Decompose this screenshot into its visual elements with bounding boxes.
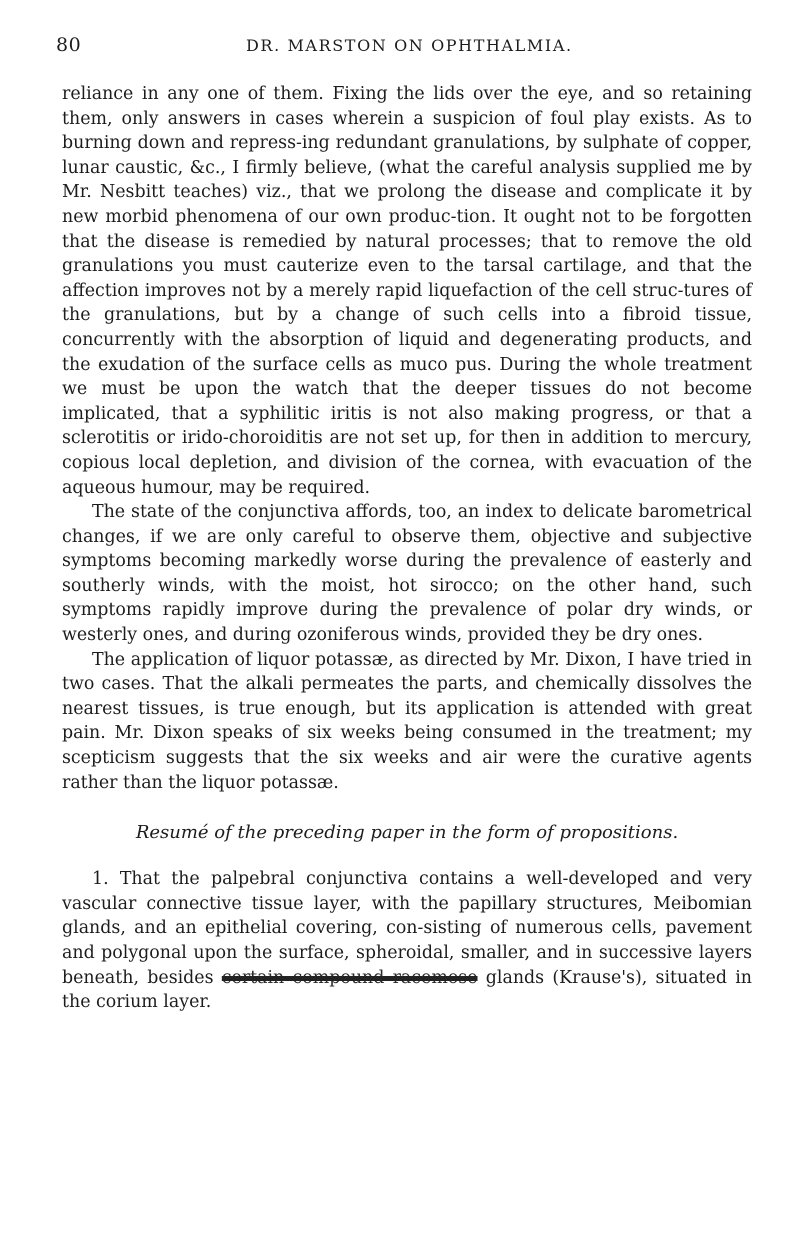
- running-head: DR. MARSTON ON OPHTHALMIA.: [246, 36, 573, 55]
- page-number: 80: [56, 34, 82, 56]
- paragraph-liquor-potassae: The application of liquor potassæ, as directed by Mr. Dixon, I have tried in two cases. That the alkali permeates the parts, and chemically dissolves the nearest tissues, is true enough, but its application is attended with great pain. Mr. Dixon speaks of six weeks being consumed in the treatment; my scepticism suggests that the six weeks and air were the curative agents rather than the liquor potassæ.: [62, 649, 752, 793]
- section-heading: Resumé of the preceding paper in the form of propositions.: [135, 822, 679, 844]
- proposition-1: [62, 867, 752, 1015]
- paragraph-continued: reliance in any one of them. Fixing the lids over the eye, and so retaining them, only answers in cases wherein a suspicion of foul play exists. As to burning down and repress-ing redundant granulations, by sulphate of copper, lunar caustic, &c., I firmly believe, (what the careful analysis supplied me by Mr. Nesbitt teaches) viz., that we prolong the disease and complicate it by new morbid phenomena of our own produc-tion. It ought not to be forgotten that the disease is remedied by natural processes; that to remove the old granulations you must cauterize even to the tarsal cartilage, and that the affection improves not by a merely rapid liquefaction of the cell struc-tures of the granulations, but by a change of such cells into a fibroid tissue, concurrently with the absorption of liquid and degenerating products, and the exudation of the surface cells as muco pus. During the whole treatment we must be upon the watch that the deeper tissues do not become implicated, that a syphilitic iritis is not also making progress, or that a sclerotitis or irido-choroiditis are not set up, for then in addition to mercury, copious local depletion, and division of the cornea, with evacuation of the aqueous humour, may be required.: [62, 84, 752, 498]
- paragraph-barometrical: The state of the conjunctiva affords, too, an index to delicate barometrical changes, if we are only careful to observe them, objective and subjective symptoms becoming markedly worse during the prevalence of easterly and southerly winds, with the moist, hot sirocco; on the other hand, such symptoms rapidly improve during the prevalence of polar dry winds, or westerly ones, and during ozoniferous winds, provided they be dry ones.: [62, 502, 752, 646]
- proposition-1-text: 1. That the palpebral conjunctiva contains a well-developed and very vascular connective tissue layer, with the papillary structures, Meibomian glands, and an epithelial covering, con-sisting of numerous cells, pavement and polygonal upon the surface, spheroidal, smaller, and in successive layers beneath, besides: [62, 869, 752, 988]
- proposition-1-text-end: glands (Krause's), situated in the corium layer.: [62, 967, 752, 1013]
- struck-through-text: certain compound racemose: [221, 967, 478, 988]
- book-page: [56, 28, 756, 1013]
- page-header: [56, 28, 756, 68]
- body-text: [62, 82, 752, 1015]
